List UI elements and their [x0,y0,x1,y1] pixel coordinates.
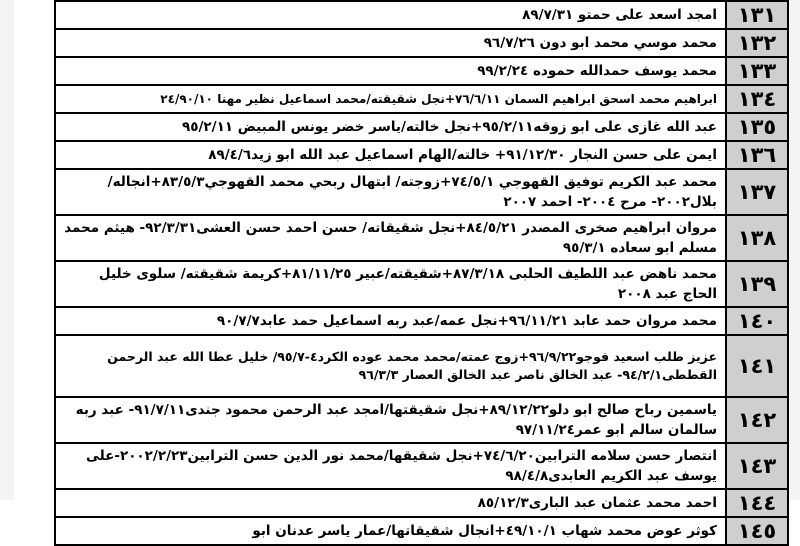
table-row [55,489,788,517]
row-text: محمد يوسف حمدالله حموده ٩٩/٢/٢٤ [55,57,726,85]
table-row [55,141,788,169]
table-row [55,307,788,335]
row-number: ١٣٣ [726,57,788,85]
table-row [55,261,788,307]
row-number: ١٤١ [726,335,788,397]
row-number: ١٤٠ [726,307,788,335]
table-row [55,85,788,113]
document-sheet [14,0,790,543]
row-number: ١٤٥ [726,517,788,545]
row-number: ١٣٨ [726,215,788,261]
table-row [55,1,788,29]
row-text: احمد محمد عثمان عبد البارى٨٥/١٢/٣ [55,489,726,517]
row-text: عزيز طلب اسعيد فوجو٩٦/٩/٢٢+زوج عمته/محمد محمد عوده الكرد٤-٩٥/٧/ خليل عطا الله عبد الرحمن القططى٩٤/٢/١- عبد الخالق ناصر عبد الخالق العصار ٩٦/٣/٣ [55,335,726,397]
table-row [55,517,788,545]
row-number: ١٣٤ [726,85,788,113]
row-text: محمد ناهض عبد اللطيف الحلبى ٨٧/٣/١٨+شقيقته/عبير ٨١/١١/٢٥+كريمة شقيقته/ سلوى خليل الحاج عبد ٢٠٠٨ [55,261,726,307]
row-number: ١٣٢ [726,29,788,57]
table-row [55,397,788,443]
row-text: مروان ابراهيم صخرى المصدر ٨٤/٥/٢١+نجل شقيقاته/ حسن احمد حسن العشى٩٢/٣/٣١- هيثم محمد مسلم ابو سعاده ٩٥/٣/١ [55,215,726,261]
table-row [55,169,788,215]
row-text: عبد الله غازى على ابو زوقه٩٥/٢/١١+نجل خالته/ياسر خضر يونس المبيض ٩٥/٢/١١ [55,113,726,141]
row-text: انتصار حسن سلامه الترابين٧٤/٦/٢٠+نجل شقيقها/محمد نور الدين حسن الترابين٢٠٠٢/٢/٢٣-على يوسف عبد الكريم العابدى٩٨/٤/٨ [55,443,726,489]
row-text: محمد عبد الكريم توفيق القهوجي ٧٤/٥/١+زوجته/ ابتهال ربحي محمد القهوجي٨٣/٥/٣+انجاله/بلال٢٠٠٢- مرح ٢٠٠٤- احمد ٢٠٠٧ [55,169,726,215]
table-row [55,57,788,85]
table-row [55,335,788,397]
table-row [55,443,788,489]
row-text: كوثر عوض محمد شهاب ٤٩/١٠/١+انجال شقيقاتها/عمار ياسر عدنان ابو [55,517,726,545]
row-text: ايمن على حسن النجار ٩١/١٢/٣٠+ خالته/الهام اسماعيل عبد الله ابو زيد٨٩/٤/٦ [55,141,726,169]
row-number: ١٣٦ [726,141,788,169]
row-number: ١٣٥ [726,113,788,141]
row-number: ١٣٧ [726,169,788,215]
row-text: ياسمين رباح صالح ابو دلو٨٩/١٢/٢٢+نجل شقيقتها/امجد عبد الرحمن محمود جندى٩١/٧/١١- عبد ربه سالمان سالم ابو عمر٩٧/١١/٢٤ [55,397,726,443]
table-row [55,215,788,261]
row-number: ١٤٤ [726,489,788,517]
row-text: ابراهيم محمد اسحق ابراهيم السمان ٧٦/٦/١١+نجل شقيقته/محمد اسماعيل نظير مهنا ٢٤/٩٠/١٠ [55,85,726,113]
row-number: ١٤٢ [726,397,788,443]
row-text: محمد موسي محمد ابو دون ٩٦/٧/٢٦ [55,29,726,57]
row-text: امجد اسعد على حمتو ٨٩/٧/٣١ [55,1,726,29]
records-table [54,0,789,546]
row-number: ١٣٩ [726,261,788,307]
table-row [55,29,788,57]
row-number: ١٣١ [726,1,788,29]
row-number: ١٤٣ [726,443,788,489]
table-row [55,113,788,141]
row-text: محمد مروان حمد عابد ٩٦/١١/٢١+نجل عمه/عبد ربه اسماعيل حمد عابد٩٠/٧/٧ [55,307,726,335]
